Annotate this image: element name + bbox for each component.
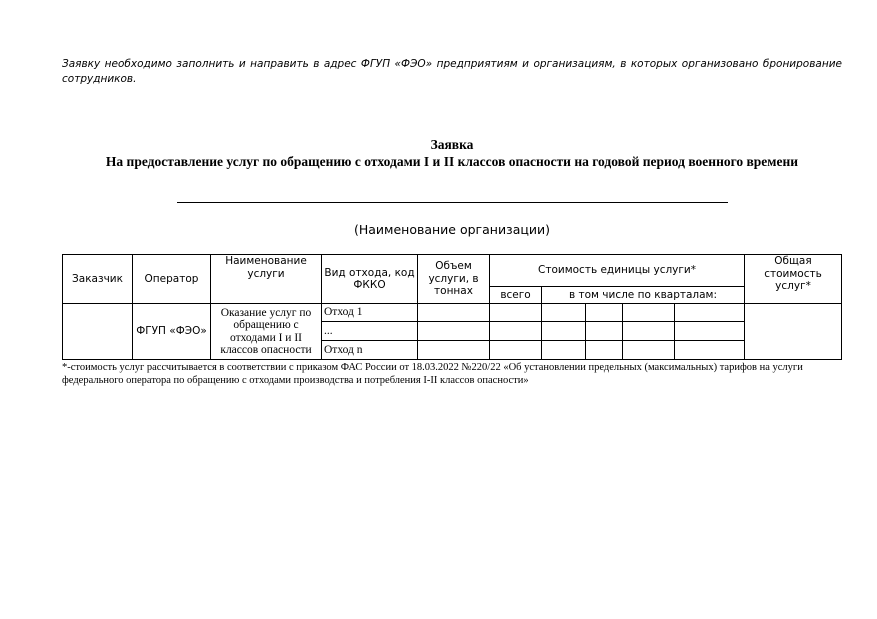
quarter-4-cell[interactable] [675,322,745,341]
total-cost-cell[interactable] [745,304,842,360]
form-subtitle: На предоставление услуг по обращению с отходами I и II классов опасности на годовой период военного времени [105,154,799,169]
table-row [63,304,842,322]
operator-cell: ФГУП «ФЭО» [133,304,211,360]
customer-cell[interactable] [63,304,133,360]
quarter-1-cell[interactable] [542,341,586,360]
header-by-quarter: в том числе по кварталам: [542,287,745,304]
header-unit-cost: Стоимость единицы услуги* [490,255,745,287]
header-service-name: Наименование услуги [211,255,322,304]
quarter-1-cell[interactable] [542,304,586,322]
waste-row-label: ... [322,322,418,341]
total-cell[interactable] [490,304,542,322]
quarter-4-cell[interactable] [675,341,745,360]
request-table [62,254,842,360]
quarter-3-cell[interactable] [623,341,675,360]
quarter-1-cell[interactable] [542,322,586,341]
form-title: Заявка [430,137,474,152]
total-cell[interactable] [490,322,542,341]
quarter-2-cell[interactable] [586,341,623,360]
instruction-note: Заявку необходимо заполнить и направить в адрес ФГУП «ФЭО» предприятиям и организациям, в которых организовано бронирование сотрудников. [62,58,842,85]
organization-name-line [177,202,728,203]
organization-name-caption: (Наименование организации) [353,222,551,237]
volume-cell[interactable] [418,304,490,322]
service-cell: Оказание услуг по обращению с отходами I и II классов опасности [211,304,322,360]
header-row [63,255,842,287]
quarter-2-cell[interactable] [586,322,623,341]
form-heading [60,136,844,170]
header-total: всего [490,287,542,304]
volume-cell[interactable] [418,322,490,341]
waste-row-label: Отход 1 [322,304,418,322]
header-total-cost: Общая стоимость услуг* [745,255,842,304]
quarter-3-cell[interactable] [623,304,675,322]
quarter-4-cell[interactable] [675,304,745,322]
cost-footnote: *-стоимость услуг рассчитывается в соответствии с приказом ФАС России от 18.03.2022 №220/22 «Об установлении предельных (максимальных) тарифов на услуги федерального оператора по обращению с отходами производства и потребления I-II классов опасности» [62,362,803,386]
waste-row-label: Отход n [322,341,418,360]
total-cell[interactable] [490,341,542,360]
quarter-3-cell[interactable] [623,322,675,341]
header-volume: Объем услуги, в тоннах [418,255,490,304]
header-operator: Оператор [133,255,211,304]
quarter-2-cell[interactable] [586,304,623,322]
header-waste-type: Вид отхода, код ФККО [322,255,418,304]
header-customer: Заказчик [63,255,133,304]
volume-cell[interactable] [418,341,490,360]
